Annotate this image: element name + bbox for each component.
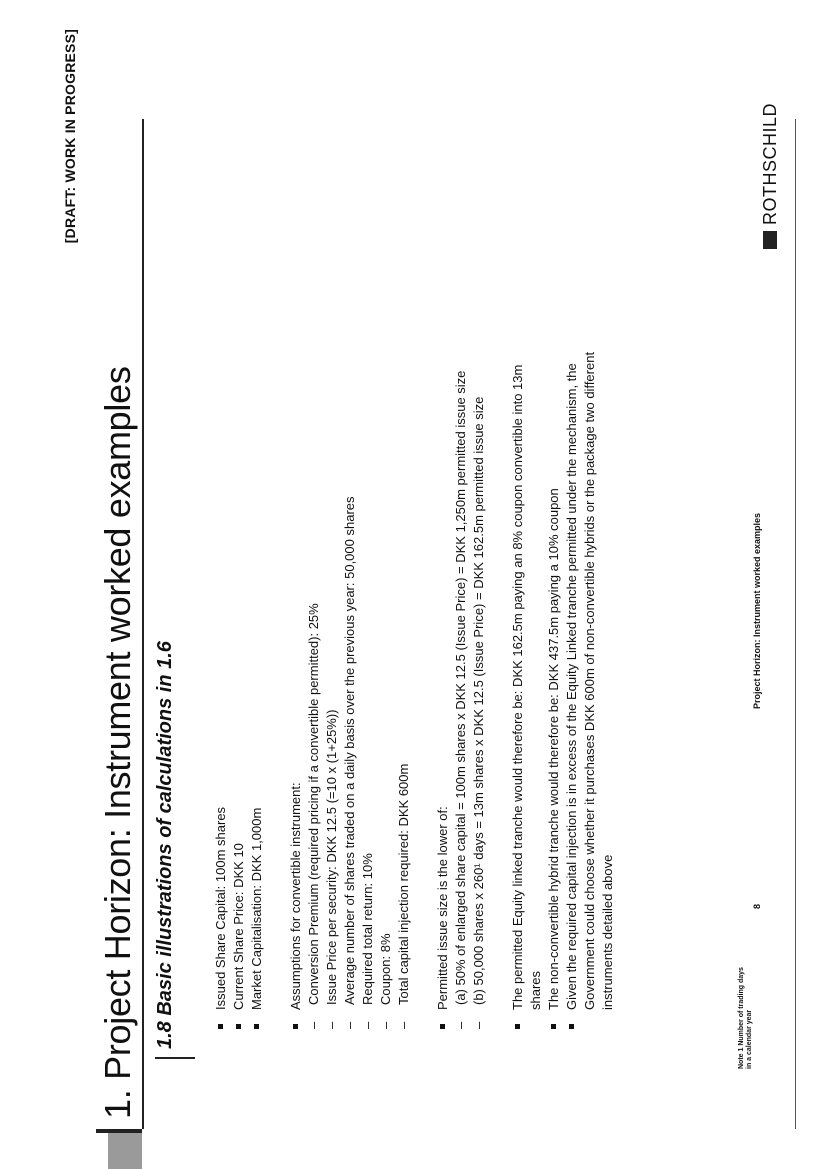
bullet-continuation: shares <box>528 970 543 1010</box>
dash-marker: – <box>306 1021 321 1029</box>
dash-marker: – <box>324 1021 339 1029</box>
dash-text: Total capital injection required: DKK 600m <box>396 763 411 1005</box>
footer-divider <box>795 119 796 1129</box>
bullet-square-icon <box>440 1024 445 1029</box>
title-divider <box>142 119 144 1129</box>
bullet-text: The non-convertible hybrid tranche would therefore be: DKK 437.5m paying a 10% coupon <box>546 488 561 1010</box>
bullet-item <box>545 488 563 1029</box>
logo-text: ROTHSCHILD <box>760 102 780 225</box>
dash-item <box>359 853 377 1029</box>
title-accent-block <box>108 1133 142 1169</box>
page-title: 1. Project Horizon: Instrument worked examples <box>97 366 138 1119</box>
title-marker <box>96 1129 142 1133</box>
logo-mark-icon <box>763 231 777 249</box>
bullet-item <box>434 806 452 1029</box>
footer-text: Project Horizon: Instrument worked examples <box>752 512 762 709</box>
dash-marker: – <box>396 1021 411 1029</box>
bullet-text: Current Share Price: DKK 10 <box>231 843 246 1010</box>
bullet-continuation: Government could choose whether it purchases DKK 600m of non-convertible hybrids or the package two different <box>582 351 597 1010</box>
dash-item <box>323 709 341 1029</box>
bullet-text: The permitted Equity linked tranche would therefore be: DKK 162.5m paying an 8% coupon convertible into 13m <box>510 364 525 1010</box>
footnote: Note 1 Number of trading days in a calendar year <box>738 967 753 1069</box>
bullet-square-icon <box>293 1024 298 1029</box>
dash-marker: – <box>453 1021 468 1029</box>
dash-marker: – <box>342 1021 357 1029</box>
bullet-continuation: instruments detailed above <box>600 854 615 1010</box>
dash-text: (b) 50,000 shares x 260¹ days = 13m shares x DKK 12.5 (Issue Price) = DKK 162.5m permitted issue size <box>471 396 486 1005</box>
bullet-square-icon <box>254 1024 259 1029</box>
dash-item <box>395 764 413 1029</box>
dash-item <box>377 933 395 1029</box>
bullet-square-icon <box>236 1024 241 1029</box>
bullet-square-icon <box>515 1024 520 1029</box>
dash-text: Coupon: 8% <box>378 933 393 1005</box>
dash-marker: – <box>378 1021 393 1029</box>
bullet-item <box>287 782 305 1029</box>
bullet-square-icon <box>551 1024 556 1029</box>
dash-item <box>305 603 323 1029</box>
bullet-square-icon <box>218 1024 223 1029</box>
rothschild-logo <box>760 103 781 249</box>
dash-text: (a) 50% of enlarged share capital = 100m shares x DKK 12.5 (Issue Price) = DKK 1,250m permitted issue size <box>453 370 468 1005</box>
bullet-item <box>212 807 230 1029</box>
section-marker <box>155 1057 195 1059</box>
dash-marker: – <box>360 1021 375 1029</box>
dash-item <box>452 371 470 1029</box>
dash-item <box>341 496 359 1029</box>
section-subtitle: 1.8 Basic illustrations of calculations in 1.6 <box>154 641 176 1049</box>
dash-text: Average number of shares traded on a daily basis over the previous year: 50,000 shares <box>342 496 357 1005</box>
bullet-text: Market Capitalisation: DKK 1,000m <box>249 807 264 1010</box>
bullet-item <box>509 365 527 1029</box>
bullet-item <box>230 843 248 1029</box>
dash-text: Conversion Premium (required pricing if a convertible permitted): 25% <box>306 603 321 1005</box>
dash-text: Issue Price per security: DKK 12.5 (=10 x (1+25%)) <box>324 709 339 1005</box>
dash-text: Required total return: 10% <box>360 853 375 1005</box>
bullet-item <box>563 363 581 1029</box>
bullet-square-icon <box>569 1024 574 1029</box>
page-number: 8 <box>752 903 762 909</box>
bullet-item <box>248 808 266 1029</box>
bullet-text: Assumptions for convertible instrument: <box>288 782 303 1010</box>
dash-marker: – <box>471 1021 486 1029</box>
bullet-text: Issued Share Capital: 100m shares <box>213 806 228 1010</box>
dash-item <box>470 397 488 1029</box>
draft-label: [DRAFT: WORK IN PROGRESS] <box>62 29 78 244</box>
bullet-text: Given the required capital injection is in excess of the Equity Linked tranche permitted under the mechanism, the <box>564 363 579 1010</box>
bullet-text: Permitted issue size is the lower of: <box>435 806 450 1010</box>
